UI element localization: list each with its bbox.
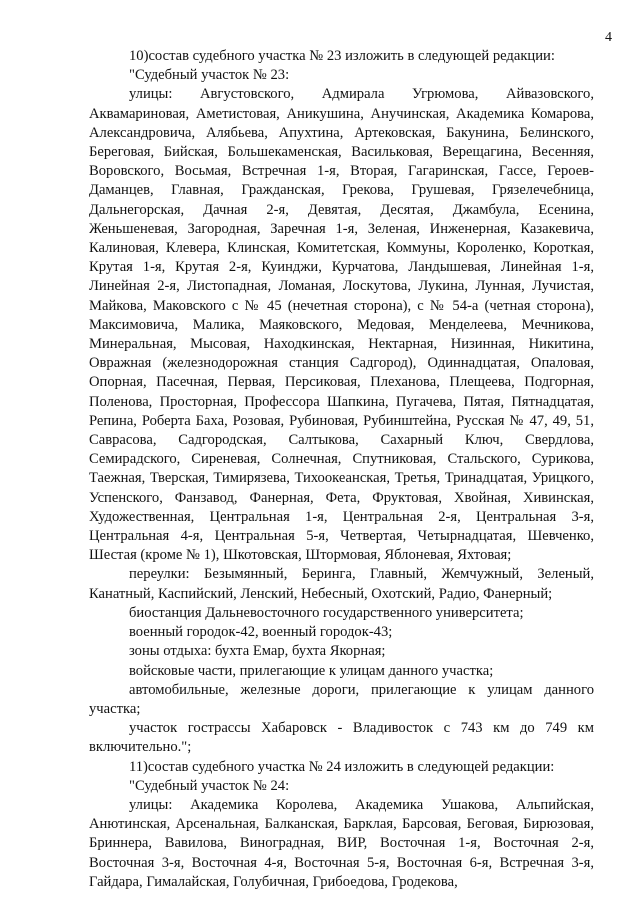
- court-district-23-title: "Судебный участок № 23:: [129, 67, 290, 84]
- page-number: 4: [605, 30, 612, 45]
- district-23-highway-section: участок гострассы Хабаровск - Владивосток с 743 км до 749 км включительно.";: [89, 720, 594, 756]
- district-23-military-towns: военный городок-42, военный городок-43;: [129, 624, 393, 641]
- district-23-biostation: биостанция Дальневосточного государственного университета;: [129, 604, 524, 621]
- document-body: [89, 47, 594, 892]
- court-district-24-title: "Судебный участок № 24:: [129, 777, 290, 794]
- section-11-heading: 11)состав судебного участка № 24 изложить в следующей редакции:: [129, 758, 555, 775]
- district-23-military-units: войсковые части, прилегающие к улицам данного участка;: [129, 662, 494, 679]
- district-23-lanes: переулки: Безымянный, Беринга, Главный, Жемчужный, Зеленый, Канатный, Каспийский, Ленский, Небесный, Охотский, Радио, Фанерный;: [89, 566, 594, 602]
- district-23-streets: улицы: Августовского, Адмирала Угрюмова, Айвазовского, Аквамариновая, Аметистовая, Аникушина, Анучинская, Академика Комарова, Александровича, Алябьева, Апухтина, Артековская, Бакунина, Белинского, Береговая, Бийская, Большекаменская, Васильковая, Верещагина, Весенняя, Воровского, Восьмая, Встречная 1-я, Вторая, Гагаринская, Гассе, Героев-Даманцев, Главная, Гражданская, Грекова, Грушевая, Грязелечебница, Дальнегорская, Дачная 2-я, Девятая, Десятая, Джамбула, Есенина, Женьшеневая, Загородная, Заречная 1-я, Зеленая, Инженерная, Казакевича, Калиновая, Клевера, Клинская, Комитетская, Коммуны, Короленко, Короткая, Крутая 1-я, Крутая 2-я, Куинджи, Курчатова, Ландышевая, Линейная 1-я, Линейная 2-я, Листопадная, Ломаная, Лоскутова, Лукина, Лунная, Лучистая, Майкова, Маковского с № 45 (нечетная сторона), с № 54-а (четная сторона), Максимовича, Малика, Маяковского, Медовая, Менделеева, Мечникова, Минеральная, Мысовая, Находкинская, Нектарная, Низинная, Никитина, Овражная (железнодорожная станция Садгород), Одиннадцатая, Опаловая, Опорная, Пасечная, Первая, Персиковая, Плеханова, Плещеева, Подгорная, Поленова, Просторная, Профессора Шапкина, Пугачева, Пятая, Пятнадцатая, Репина, Роберта Баха, Розовая, Рубиновая, Рубинштейна, Русская № 47, 49, 51, Саврасова, Садгородская, Салтыкова, Сахарный Ключ, Свердлова, Семирадского, Сиреневая, Солнечная, Спутниковая, Стальского, Сурикова, Таежная, Тверская, Тимирязева, Тихоокеанская, Третья, Тринадцатая, Урицкого, Успенского, Фанзавод, Фанерная, Фета, Фруктовая, Хвойная, Хивинская, Художественная, Центральная 1-я, Центральная 2-я, Центральная 3-я, Центральная 4-я, Центральная 5-я, Четвертая, Четырнадцатая, Шевченко, Шестая (кроме № 1), Шкотовская, Штормовая, Яблоневая, Яхтовая;: [89, 86, 594, 564]
- district-24-streets: улицы: Академика Королева, Академика Ушакова, Альпийская, Анютинская, Арсенальная, Балканская, Барклая, Барсовая, Беговая, Бирюзовая, Бриннера, Вавилова, Виноградная, ВИР, Восточная 1-я, Восточная 2-я, Восточная 3-я, Восточная 4-я, Восточная 5-я, Восточная 6-я, Встречная 3-я, Гайдара, Гималайская, Голубичная, Грибоедова, Гродекова,: [89, 796, 594, 890]
- district-23-roads: автомобильные, железные дороги, прилегающие к улицам данного участка;: [89, 681, 594, 717]
- section-10-heading: 10)состав судебного участка № 23 изложить в следующей редакции:: [129, 48, 555, 64]
- district-23-recreation-zones: зоны отдыха: бухта Емар, бухта Якорная;: [129, 643, 386, 660]
